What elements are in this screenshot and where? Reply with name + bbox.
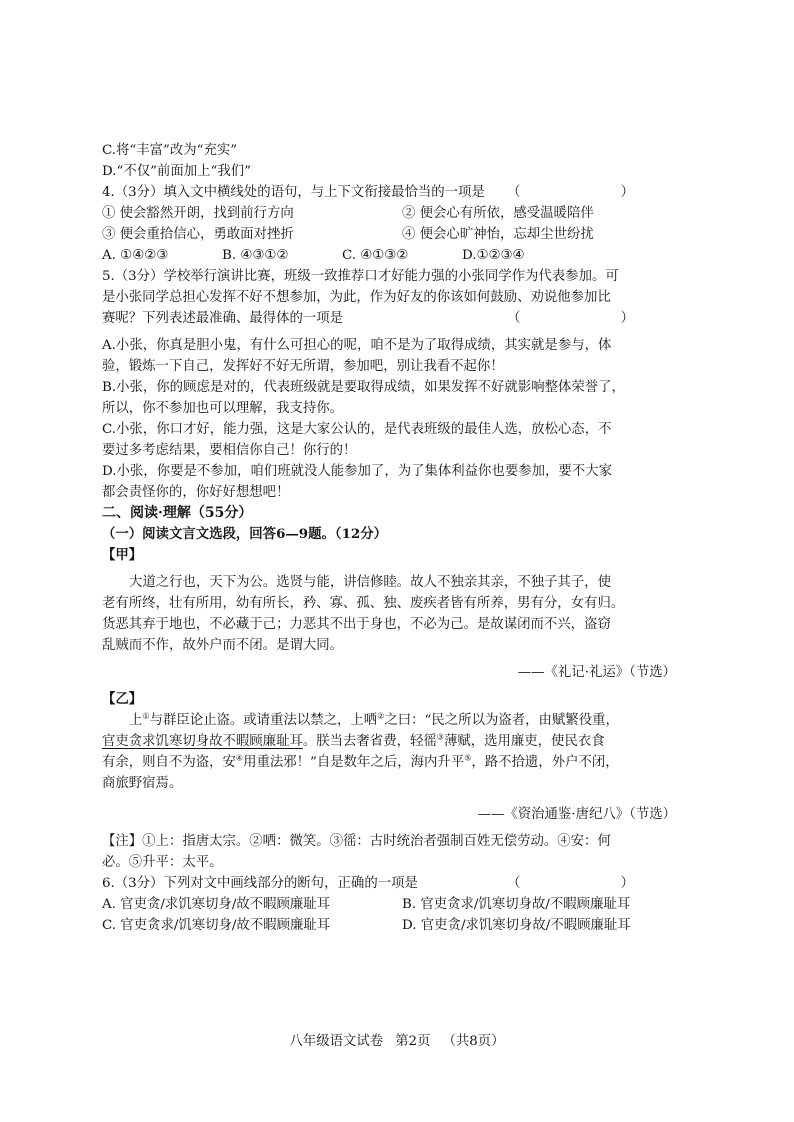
q4-option-c: C. ④①③② — [342, 248, 409, 263]
footer-page-number: 第2页 — [395, 1034, 431, 1049]
q5-option-b-cont: 所以，你不参加也可以理解，我支持你。 — [102, 401, 344, 416]
passage-jia-line: 老有所终，壮有所用，幼有所长，矜、寡、孤、独、废疾者皆有所养，男有分，女有归。 — [102, 596, 625, 611]
passage-yi-line — [102, 731, 682, 752]
footnote-marker: ③ — [436, 732, 444, 742]
q6-option-a: A. 官吏贪/求饥寒切身/故不暇顾廉耻耳 — [102, 897, 331, 912]
q6-answer-paren: （ ） — [506, 876, 682, 891]
footnote-marker: ④ — [235, 753, 244, 763]
q5-stem-line: 是小张同学总担心发挥不好不想参加，为此，作为好友的你该如何鼓励、劝说他参加比 — [102, 290, 611, 305]
notes-line: 必。⑤升平：太平。 — [102, 855, 223, 870]
q5-option-d: D.小张，你要是不参加，咱们班就没人能参加了，为了集体利益你也要参加，要不大家 — [102, 464, 612, 479]
yi-text: 有余，则自不为盗，安 — [102, 755, 236, 770]
option-d-line: D.“不仅”前面加上“我们” — [102, 164, 252, 179]
q6-option-c: C. 官吏贪求/饥寒切身/故不暇顾廉耻耳 — [102, 918, 331, 933]
q5-stem-line — [102, 308, 682, 329]
q4-choice: ③ 便会重拾信心，勇敢面对挫折 — [102, 227, 294, 242]
yi-text: 与群臣论止盗。或请重法以禁之，上哂 — [149, 713, 378, 728]
q4-choice: ④ 便会心旷神怡，忘却尘世纷扰 — [402, 227, 594, 242]
notes-line: 【注】①上：指唐太宗。②哂：微笑。③徭：古时统治者强制百姓无偿劳动。④安：何 — [102, 834, 611, 849]
page-content — [102, 140, 682, 936]
q4-option-d: D.①②③④ — [462, 248, 525, 263]
q4-option-a: A. ①④②③ — [102, 248, 169, 263]
q5-option-b: B.小张，你的顾虑是对的，代表班级就是要取得成绩，如果发挥不好就影响整体荣誉了， — [102, 380, 625, 395]
q6-stem — [102, 873, 682, 894]
underlined-sentence: 官吏贪求饥寒切身故不暇顾廉耻耳 — [102, 734, 303, 749]
part-heading: （一）阅读文言文选段，回答6—9题。（12分） — [102, 526, 387, 542]
passage-yi-line — [102, 752, 682, 773]
passage-jia-line: 大道之行也，天下为公。选贤与能，讲信修睦。故人不独亲其亲，不独子其子，使 — [129, 575, 612, 590]
q5-stem-text: 赛呢？下列表述最准确、最得体的一项是 — [102, 311, 344, 326]
q6-option-d: D. 官吏贪/求饥寒切身故/不暇顾廉耻耳 — [402, 918, 631, 933]
page-footer — [0, 1030, 794, 1049]
q4-stem-text: 4.（3分）填入文中横线处的语句，与上下文衔接最恰当的一项是 — [102, 185, 485, 200]
q4-answer-paren: （ ） — [506, 185, 682, 200]
passage-jia-line: 乱贼而不作，故外户而不闭。是谓大同。 — [102, 638, 344, 653]
yi-text: 上 — [129, 713, 143, 728]
q5-answer-paren: （ ） — [506, 311, 682, 326]
passage-jia-source: ——《礼记·礼运》（节选） — [517, 665, 676, 680]
q5-stem-line: 5.（3分）学校举行演讲比赛，班级一致推荐口才好能力强的小张同学作为代表参加。可 — [102, 269, 619, 284]
passage-yi-line: 商旅野宿焉。 — [102, 776, 183, 791]
q6-stem-text: 6.（3分）下列对文中画线部分的断句，正确的一项是 — [102, 876, 418, 891]
option-c-line: C.将“丰富”改为“充实” — [102, 143, 238, 158]
q6-option-b: B. 官吏贪求/饥寒切身故/不暇顾廉耻耳 — [402, 897, 631, 912]
footnote-marker: ② — [377, 711, 385, 721]
q5-option-d-cont: 都会责怪你的，你好好想想吧！ — [102, 485, 290, 500]
yi-text: 之曰：“民之所以为盗者，由赋繁役重， — [384, 713, 619, 728]
footer-total-pages: （共8页） — [442, 1034, 505, 1049]
yi-text: ，路不拾遗，外户不闭， — [471, 755, 619, 770]
yi-text: 薄赋，选用廉吏，使民衣食 — [443, 734, 605, 749]
q5-option-a-cont: 验，锻炼一下自己，发挥好不好无所谓，参加吧，别让我看不起你！ — [102, 359, 504, 374]
q4-choice: ① 使会豁然开朗，找到前行方向 — [102, 206, 294, 221]
yi-text: 。朕当去奢省费，轻徭 — [302, 734, 437, 749]
footer-subject: 八年级语文试卷 — [289, 1034, 384, 1049]
section-heading: 二、阅读·理解（55分） — [102, 505, 253, 521]
q4-choice: ② 便会心有所依，感受温暖陪伴 — [402, 206, 594, 221]
footnote-marker: ① — [142, 711, 150, 721]
q4-option-b: B. ④③①② — [222, 248, 289, 263]
passage-jia-label: 【甲】 — [102, 547, 143, 563]
q5-option-c: C.小张，你口才好，能力强，这是大家公认的，是代表班级的最佳人选，放松心态，不 — [102, 422, 612, 437]
q4-choice-row — [102, 224, 682, 245]
q6-option-row — [102, 915, 682, 936]
q4-stem — [102, 182, 682, 203]
q4-options — [102, 245, 682, 266]
footnote-marker: ⑤ — [464, 753, 472, 763]
q5-option-a: A.小张，你真是胆小鬼，有什么可担心的呢，咱不是为了取得成绩，其实就是参与，体 — [102, 338, 612, 353]
q6-option-row — [102, 894, 682, 915]
passage-yi-label: 【乙】 — [102, 691, 143, 707]
passage-yi-source: ——《资治通鉴·唐纪八》（节选） — [477, 807, 676, 822]
passage-yi-line — [102, 710, 682, 731]
yi-text: 用重法邪！”自是数年之后，海内升平 — [243, 755, 465, 770]
q5-option-c-cont: 要过多考虑结果，要相信你自己！你行的！ — [102, 443, 357, 458]
passage-jia-line: 货恶其弃于地也，不必藏于己；力恶其不出于身也，不必为己。是故谋闭而不兴，盗窃 — [102, 617, 611, 632]
q4-choice-row — [102, 203, 682, 224]
